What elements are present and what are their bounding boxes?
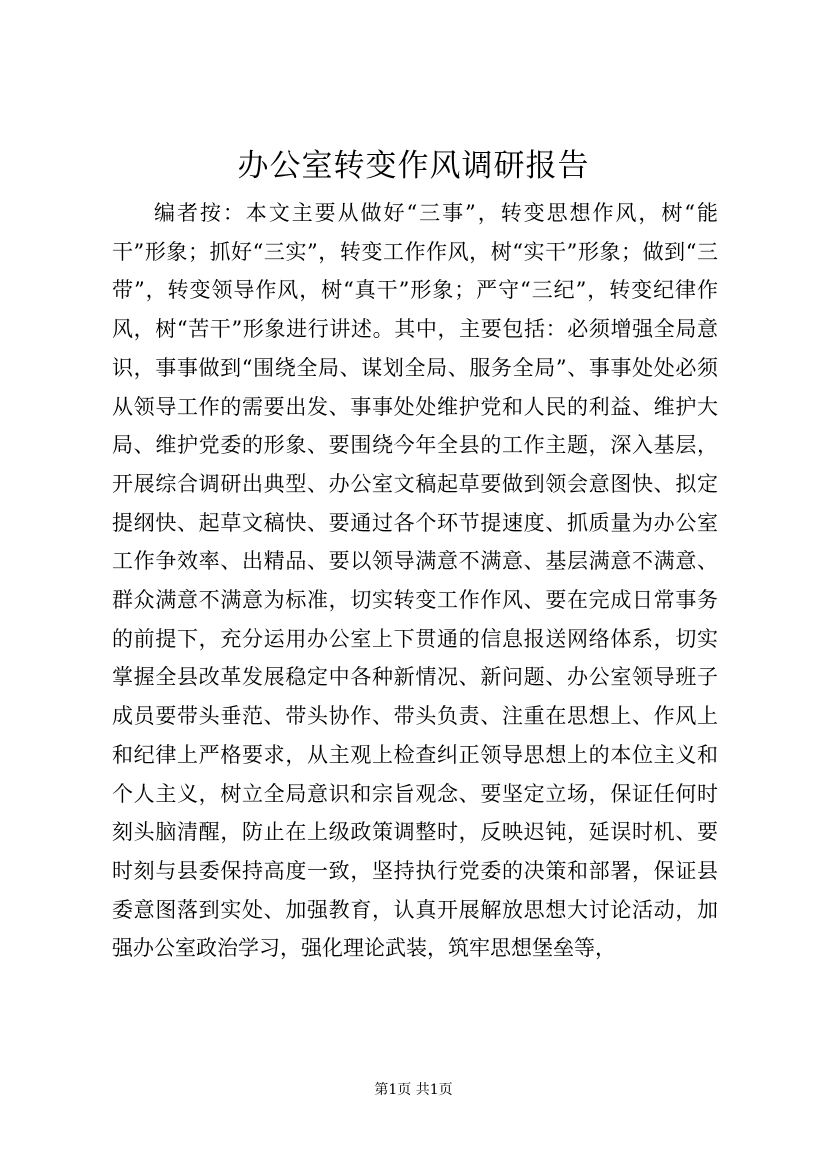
page-footer: 第1页 共1页 (374, 1082, 453, 1098)
body-paragraph: 编者按：本文主要从做好“三事”，转变思想作风，树“能干”形象；抓好“三实”，转变工作作风，树“实干”形象；做到“三带”，转变领导作风，树“真干”形象；严守“三纪”，转变纪律作风，树“苦干”形象进行讲述。其中，主要包括：必须增强全局意识，事事做到“围绕全局、谋划全局、服务全局”、事事处处必须从领导工作的需要出发、事事处处维护党和人民的利益、维护大局、维护党委的形象、要围绕今年全县的工作主题，深入基层，开展综合调研出典型、办公室文稿起草要做到领会意图快、拟定提纲快、起草文稿快、要通过各个环节提速度、抓质量为办公室工作争效率、出精品、要以领导满意不满意、基层满意不满意、群众满意不满意为标准，切实转变工作作风、要在完成日常事务的前提下，充分运用办公室上下贯通的信息报送网络体系，切实掌握全县改革发展稳定中各种新情况、新问题、办公室领导班子成员要带头垂范、带头协作、带头负责、注重在思想上、作风上和纪律上严格要求，从主观上检查纠正领导思想上的本位主义和个人主义，树立全局意识和宗旨观念、要坚定立场，保证任何时刻头脑清醒，防止在上级政策调整时，反映迟钝，延误时机、要时刻与县委保持高度一致，坚持执行党委的决策和部署，保证县委意图落到实处、加强教育，认真开展解放思想大讨论活动，加强办公室政治学习，强化理论武装，筑牢思想堡垒等， (112, 201, 718, 961)
document-title: 办公室转变作风调研报告 (237, 148, 590, 184)
